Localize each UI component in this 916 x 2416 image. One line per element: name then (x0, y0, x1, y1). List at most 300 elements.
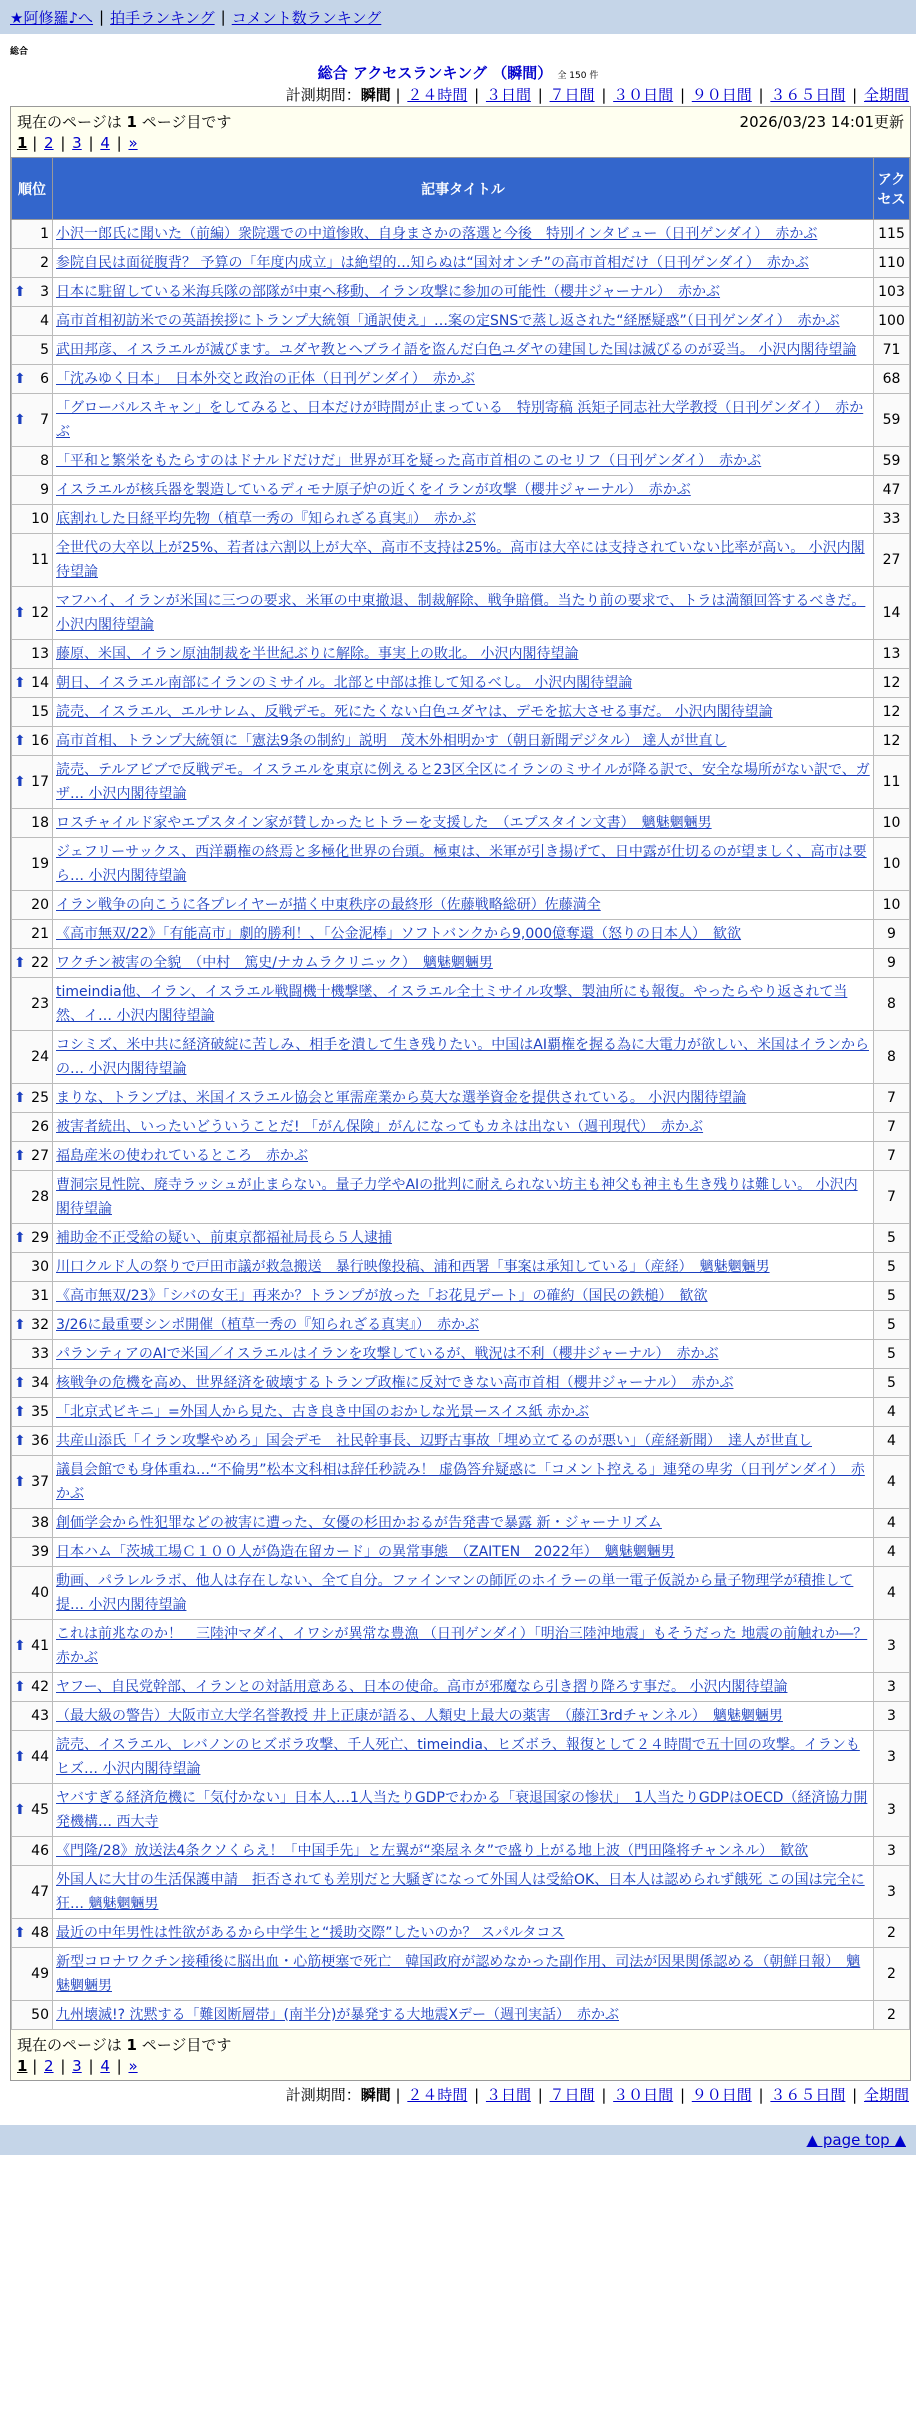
access-count: 3 (874, 1837, 910, 1866)
article-link[interactable]: 新型コロナワクチン接種後に脳出血・心筋梗塞で死亡 韓国政府が認めなかった副作用、司法が因果関係認める（朝鮮日報） 魑魅魍魎男 (56, 1954, 861, 1994)
period-label-bottom: 計測期間： (285, 2086, 361, 2104)
period-link-6[interactable]: 全期間 (863, 86, 909, 104)
rank-up-icon: ⬆ (14, 955, 26, 971)
rank-cell (12, 336, 53, 365)
article-link[interactable]: 「グローバルスキャン」をしてみると、日本だけが時間が止まっている 特別寄稿 浜矩子同志社大学教授（日刊ゲンダイ） 赤かぶ (56, 400, 864, 440)
rank-number: 40 (31, 1585, 49, 1601)
access-count: 8 (874, 1031, 910, 1084)
title-cell (53, 1398, 874, 1427)
table-row (12, 1919, 910, 1948)
nav-separator: | (99, 8, 105, 26)
rank-header: 順位 (12, 158, 53, 220)
rank-cell (12, 1224, 53, 1253)
rank-number: 27 (31, 1148, 49, 1164)
article-link[interactable]: 藤原、米国、イラン原油制裁を半世紀ぶりに解除。事実上の敗北。 小沢内閣待望論 (56, 646, 579, 662)
period-current-bottom: 瞬間 (360, 2086, 391, 2104)
access-count: 13 (874, 640, 910, 669)
article-link[interactable]: 福島産米の使われているところ 赤かぶ (56, 1148, 308, 1164)
title-cell (53, 447, 874, 476)
title-cell (53, 1282, 874, 1311)
article-link[interactable]: 議員会館でも身体重ね…“不倫男”松本文科相は辞任秒読み！ 虚偽答弁疑惑に「コメント控える」連発の卑劣（日刊ゲンダイ） 赤かぶ (56, 1462, 865, 1502)
page-title (0, 62, 916, 84)
nav-link-1[interactable]: 拍手ランキング (110, 8, 215, 27)
rank-number: 17 (31, 774, 49, 790)
article-link[interactable]: ワクチン被害の全貌 （中村 篤史/ナカムラクリニック） 魑魅魍魎男 (56, 955, 493, 971)
title-cell (53, 1509, 874, 1538)
title-cell (53, 278, 874, 307)
article-link[interactable]: 底割れした日経平均先物（植草一秀の『知られざる真実』） 赤かぶ (56, 511, 476, 527)
rank-cell (12, 1311, 53, 1340)
rank-number: 36 (31, 1433, 49, 1449)
rank-number: 30 (31, 1259, 49, 1275)
rank-number: 18 (31, 815, 49, 831)
article-link[interactable]: コシミズ、米中共に経済破綻に苦しみ、相手を潰して生き残りたい。中国はAI覇権を握る為に大電力が欲しい、米国はイランからの… 小沢内閣待望論 (56, 1037, 869, 1077)
table-row (12, 1731, 910, 1784)
access-count: 10 (874, 809, 910, 838)
rank-number: 20 (31, 897, 49, 913)
title-cell (53, 1113, 874, 1142)
rank-cell (12, 1673, 53, 1702)
rank-cell (12, 394, 53, 447)
table-row (12, 307, 910, 336)
article-link[interactable]: 核戦争の危機を高め、世界経済を破壊するトランプ政権に反対できない高市首相（櫻井ジャーナル） 赤かぶ (56, 1375, 734, 1391)
rank-cell (12, 949, 53, 978)
rank-cell (12, 1427, 53, 1456)
rank-cell (12, 249, 53, 278)
article-link[interactable]: ヤバすぎる経済危機に「気付かない」日本人…1人当たりGDPでわかる「衰退国家の惨状」 1人当たりGDPはOECD（経済協力開発機構… 西大寺 (56, 1790, 868, 1830)
table-row (12, 336, 910, 365)
table-row (12, 1113, 910, 1142)
access-count: 5 (874, 1224, 910, 1253)
title-cell (53, 1620, 874, 1673)
title-cell (53, 1224, 874, 1253)
rank-up-icon: ⬆ (14, 1148, 26, 1164)
rank-number: 33 (31, 1346, 49, 1362)
pager-link-1-bottom[interactable]: 3 (72, 2057, 82, 2075)
rank-number: 22 (31, 955, 49, 971)
access-count: 2 (874, 1948, 910, 2001)
access-count: 71 (874, 336, 910, 365)
title-cell (53, 809, 874, 838)
table-row (12, 1224, 910, 1253)
period-link-4[interactable]: ９０日間 (691, 86, 752, 104)
table-row (12, 534, 910, 587)
article-link[interactable]: ロスチャイルド家やエプスタイン家が賛しかったヒトラーを支援した （エプスタイン文書） 魑魅魍魎男 (56, 815, 712, 831)
rank-cell (12, 1866, 53, 1919)
article-link[interactable]: 《高市無双/23》「シバの女王」再来か？トランプが放った「お花見デート」の確約（国民の鉄槌） 歓欲 (56, 1288, 708, 1304)
rank-number: 1 (40, 226, 49, 242)
table-row (12, 1948, 910, 2001)
total-count: 全 150 件 (557, 71, 599, 81)
ranking-title: 総合 アクセスランキング （瞬間） (317, 64, 553, 82)
access-count: 10 (874, 838, 910, 891)
title-cell (53, 1311, 874, 1340)
period-selector: 計測期間：瞬間 | ２４時間 | ３日間 | ７日間 | ３０日間 | ９０日間 | ３６５日間 | 全期間 (285, 86, 909, 104)
rank-number: 14 (31, 675, 49, 691)
access-count: 3 (874, 1673, 910, 1702)
access-count: 7 (874, 1142, 910, 1171)
period-link-3-bottom[interactable]: ３０日間 (613, 2086, 674, 2104)
table-row (12, 669, 910, 698)
period-link-2-bottom[interactable]: ７日間 (549, 2086, 595, 2104)
title-cell (53, 1567, 874, 1620)
article-link[interactable]: 朝日、イスラエル南部にイランのミサイル。北部と中部は推して知るべし。 小沢内閣待望論 (56, 675, 633, 691)
period-link-0-bottom[interactable]: ２４時間 (407, 2086, 468, 2104)
pager-link-2-bottom[interactable]: 4 (100, 2057, 110, 2075)
period-link-3[interactable]: ３０日間 (613, 86, 674, 104)
rank-up-icon: ⬆ (14, 1802, 26, 1818)
title-cell (53, 891, 874, 920)
table-row (12, 278, 910, 307)
article-link[interactable]: 武田邦彦、イスラエルが滅びます。ユダヤ教とヘブライ語を盗んだ白色ユダヤの建国した国は滅びるのが妥当。 小沢内閣待望論 (56, 342, 857, 358)
category-label: 総合 (10, 47, 29, 57)
period-link-1-bottom[interactable]: ３日間 (485, 2086, 531, 2104)
rank-up-icon: ⬆ (14, 733, 26, 749)
table-row (12, 1456, 910, 1509)
access-count: 5 (874, 1369, 910, 1398)
rank-number: 50 (31, 2007, 49, 2023)
period-link-6-bottom[interactable]: 全期間 (863, 2086, 909, 2104)
article-link[interactable]: 《高市無双/22》「有能高市」劇的勝利！、「公金泥棒」ソフトバンクから9,000億奪還（怒りの日本人） 歓欲 (56, 926, 742, 942)
pager-link-0-bottom[interactable]: 2 (44, 2057, 54, 2075)
article-link[interactable]: パランティアのAIで米国／イスラエルはイランを攻撃しているが、戦況は不利（櫻井ジャーナル） 赤かぶ (56, 1346, 719, 1362)
article-link[interactable]: 小沢一郎氏に聞いた（前編）衆院選での中道惨敗、自身まさかの落選と今後 特別インタビュー（日刊ゲンダイ） 赤かぶ (56, 226, 818, 242)
table-row (12, 476, 910, 505)
page-top-link[interactable]: ▲ page top ▲ (806, 2131, 906, 2149)
table-row (12, 1282, 910, 1311)
table-row (12, 809, 910, 838)
top-nav-bar (0, 0, 916, 34)
rank-number: 2 (40, 255, 49, 271)
rank-number: 41 (31, 1638, 49, 1654)
article-link[interactable]: 3/26に最重要シンポ開催（植草一秀の『知られざる真実』） 赤かぶ (56, 1317, 480, 1333)
article-link[interactable]: ジェフリーサックス、西洋覇権の終焉と多極化世界の台頭。極東は、米軍が引き揚げて、日中露が仕切るのが望ましく、高市は要ら… 小沢内閣待望論 (56, 844, 867, 884)
rank-up-icon: ⬆ (14, 1433, 26, 1449)
article-link[interactable]: 川口クルド人の祭りで戸田市議が救急搬送 暴行映像投稿、浦和西署「事案は承知している」（産経） 魑魅魍魎男 (56, 1259, 770, 1275)
rank-cell (12, 698, 53, 727)
rank-cell (12, 278, 53, 307)
rank-cell (12, 669, 53, 698)
title-cell (53, 669, 874, 698)
title-cell (53, 534, 874, 587)
access-count: 59 (874, 394, 910, 447)
table-row (12, 1784, 910, 1837)
rank-up-icon: ⬆ (14, 605, 26, 621)
article-link[interactable]: 読売、イスラエル、エルサレム、反戦デモ。死にたくない白色ユダヤは、デモを拡大させる事だ。 小沢内閣待望論 (56, 704, 773, 720)
current-page-text: 現在のページは 1 ページ目です (17, 113, 232, 131)
pagination-bottom: 1 | 2 | 3 | 4 | » (17, 2057, 138, 2075)
title-cell (53, 978, 874, 1031)
rank-cell (12, 365, 53, 394)
rank-cell (12, 1538, 53, 1567)
article-link[interactable]: 日本ハム「茨城工場Ｃ１００人が偽造在留カード」の異常事態 （ZAITEN 2022年） 魑魅魍魎男 (56, 1544, 675, 1560)
access-count: 4 (874, 1427, 910, 1456)
rank-up-icon: ⬆ (14, 675, 26, 691)
table-row (12, 1340, 910, 1369)
pagination: 1 | 2 | 3 | 4 | » (17, 134, 138, 152)
table-row (12, 365, 910, 394)
rank-number: 34 (31, 1375, 49, 1391)
pager-link-2[interactable]: 4 (100, 134, 110, 152)
article-link[interactable]: 高市首相、トランプ大統領に「憲法9条の制約」説明 茂木外相明かす（朝日新聞デジタル） 達人が世直し (56, 733, 727, 749)
table-row (12, 1866, 910, 1919)
article-link[interactable]: 補助金不正受給の疑い、前東京都福祉局長ら５人逮捕 (56, 1230, 392, 1246)
nav-link-2[interactable]: コメント数ランキング (231, 8, 382, 27)
rank-cell (12, 727, 53, 756)
access-count: 8 (874, 978, 910, 1031)
article-link[interactable]: 読売、テルアビブで反戦デモ。イスラエルを東京に例えると23区全区にイランのミサイルが降る訳で、安全な場所がない訳で、ガザ… 小沢内閣待望論 (56, 762, 870, 802)
rank-cell (12, 447, 53, 476)
access-count: 47 (874, 476, 910, 505)
article-link[interactable]: イスラエルが核兵器を製造しているディモナ原子炉の近くをイランが攻撃（櫻井ジャーナル） 赤かぶ (56, 482, 691, 498)
access-count: 5 (874, 1282, 910, 1311)
rank-number: 6 (40, 371, 49, 387)
access-count: 100 (874, 307, 910, 336)
article-link[interactable]: 創価学会から性犯罪などの被害に遭った、女優の杉田かおるが告発書で暴露 新・ジャーナリズム (56, 1515, 662, 1531)
article-link[interactable]: 曹洞宗見性院、廃寺ラッシュが止まらない。量子力学やAIの批判に耐えられない坊主も神父も神主も生き残りは難しい。 小沢内閣待望論 (56, 1177, 858, 1217)
access-count: 3 (874, 1866, 910, 1919)
table-row (12, 640, 910, 669)
access-count: 12 (874, 669, 910, 698)
table-row (12, 1673, 910, 1702)
rank-cell (12, 1084, 53, 1113)
article-link[interactable]: マフハイ、イランが米国に三つの要求、米軍の中東撤退、制裁解除、戦争賠償。当たり前の要求で、トラは満額回答するべきだ。 小沢内閣待望論 (56, 593, 866, 633)
rank-cell (12, 534, 53, 587)
title-cell (53, 1731, 874, 1784)
rank-cell (12, 307, 53, 336)
rank-cell (12, 1509, 53, 1538)
rank-number: 47 (31, 1884, 49, 1900)
title-cell (53, 307, 874, 336)
table-row (12, 1398, 910, 1427)
access-count: 12 (874, 698, 910, 727)
rank-number: 32 (31, 1317, 49, 1333)
rank-up-icon: ⬆ (14, 1317, 26, 1333)
rank-up-icon: ⬆ (14, 1090, 26, 1106)
rank-up-icon: ⬆ (14, 1638, 26, 1654)
access-count: 68 (874, 365, 910, 394)
table-row (12, 949, 910, 978)
rank-cell (12, 640, 53, 669)
period-link-4-bottom[interactable]: ９０日間 (691, 2086, 752, 2104)
table-row (12, 838, 910, 891)
table-row (12, 1538, 910, 1567)
access-count: 7 (874, 1084, 910, 1113)
rank-up-icon: ⬆ (14, 1375, 26, 1391)
article-link[interactable]: 全世代の大卒以上が25%、若者は六割以上が大卒、高市不支持は25%。高市は大卒には支持されていない比率が高い。 小沢内閣待望論 (56, 540, 865, 580)
nav-link-0[interactable]: ★阿修羅♪へ (10, 8, 94, 27)
rank-up-icon: ⬆ (14, 1749, 26, 1765)
table-row (12, 505, 910, 534)
article-link[interactable]: イラン戦争の向こうに各プレイヤーが描く中東秩序の最終形（佐藤戦略総研）佐藤満全 (56, 897, 601, 913)
rank-number: 26 (31, 1119, 49, 1135)
title-cell (53, 587, 874, 640)
title-cell (53, 1456, 874, 1509)
rank-cell (12, 1340, 53, 1369)
period-link-5[interactable]: ３６５日間 (770, 86, 846, 104)
rank-number: 29 (31, 1230, 49, 1246)
rank-cell (12, 1784, 53, 1837)
rank-cell (12, 476, 53, 505)
rank-number: 38 (31, 1515, 49, 1531)
article-link[interactable]: 読売、イスラエル、レバノンのヒズボラ攻撃、千人死亡、timeindia、ヒズボラ、報復として２４時間で五十回の攻撃。イランもヒズ… 小沢内閣待望論 (56, 1737, 860, 1777)
access-count: 11 (874, 756, 910, 809)
access-count: 7 (874, 1113, 910, 1142)
article-link[interactable]: 最近の中年男性は性欲があるから中学生と“援助交際”したいのか？ スパルタコス (56, 1925, 565, 1941)
table-row (12, 220, 910, 249)
article-link[interactable]: 動画、パラレルラボ、他人は存在しない、全て自分。ファインマンの師匠のホイラーの単一電子仮説から量子物理学が積推して提… 小沢内閣待望論 (56, 1573, 854, 1613)
title-cell (53, 640, 874, 669)
rank-cell (12, 1919, 53, 1948)
pager-current: 1 (17, 134, 28, 152)
article-link[interactable]: 参院自民は面従腹背？ 予算の「年度内成立」は絶望的…知らぬは“国対オンチ”の高市首相だけ（日刊ゲンダイ） 赤かぶ (56, 255, 809, 271)
period-link-5-bottom[interactable]: ３６５日間 (770, 2086, 846, 2104)
rank-number: 16 (31, 733, 49, 749)
rank-number: 43 (31, 1708, 49, 1724)
rank-cell (12, 505, 53, 534)
pager-link-0[interactable]: 2 (44, 134, 54, 152)
rank-cell (12, 587, 53, 640)
table-row (12, 1702, 910, 1731)
access-count: 2 (874, 2001, 910, 2030)
title-cell (53, 1948, 874, 2001)
title-cell (53, 476, 874, 505)
article-link[interactable]: 高市首相初訪米での英語挨拶にトランプ大統領「通訳使え」…案の定SNSで蒸し返された“経歴疑惑”（日刊ゲンダイ） 赤かぶ (56, 313, 840, 329)
period-selector-bottom: 計測期間：瞬間 | ２４時間 | ３日間 | ７日間 | ３０日間 | ９０日間 | ３６５日間 | 全期間 (285, 2086, 909, 2104)
rank-cell (12, 1171, 53, 1224)
table-row (12, 1837, 910, 1866)
table-row (12, 1509, 910, 1538)
article-link[interactable]: 九州壊滅!? 沈黙する「難図断層帯」(南半分)が暴発する大地震Xデー（週刊実話） 赤かぶ (56, 2007, 620, 2023)
rank-cell (12, 1456, 53, 1509)
rank-number: 10 (31, 511, 49, 527)
rank-number: 11 (31, 552, 49, 568)
rank-up-icon: ⬆ (14, 1404, 26, 1420)
access-count: 14 (874, 587, 910, 640)
rank-cell (12, 891, 53, 920)
title-cell (53, 336, 874, 365)
article-link[interactable]: 外国人に大甘の生活保護申請 拒否されても差別だと大騒ぎになって外国人は受給OK、日本人は認められず餓死 この国は完全に狂… 魑魅魍魎男 (56, 1872, 865, 1912)
access-count: 110 (874, 249, 910, 278)
rank-cell (12, 978, 53, 1031)
table-row (12, 920, 910, 949)
period-link-2[interactable]: ７日間 (549, 86, 595, 104)
access-count: 12 (874, 727, 910, 756)
rank-number: 37 (31, 1474, 49, 1490)
rank-cell (12, 1142, 53, 1171)
rank-number: 39 (31, 1544, 49, 1560)
title-cell (53, 1031, 874, 1084)
ranking-container (10, 106, 911, 2081)
rank-number: 46 (31, 1843, 49, 1859)
article-link[interactable]: 被害者続出、いったいどういうことだ! 「がん保険」がんになってもカネは出ない（週刊現代） 赤かぶ (56, 1119, 704, 1135)
article-link[interactable]: 「平和と繁栄をもたらすのはドナルドだけだ」世界が耳を疑った高市首相のこのセリフ（日刊ゲンダイ） 赤かぶ (56, 453, 762, 469)
article-link[interactable]: ヤフー、自民党幹部、イランとの対話用意ある、日本の使命。高市が邪魔なら引き摺り降ろす事だ。 小沢内閣待望論 (56, 1679, 788, 1695)
title-cell (53, 365, 874, 394)
nav-separator: | (220, 8, 226, 26)
rank-cell (12, 1948, 53, 2001)
article-link[interactable]: まりな、トランプは、米国イスラエル協会と軍需産業から莫大な選挙資金を提供されている。 小沢内閣待望論 (56, 1090, 747, 1106)
rank-number: 9 (40, 482, 49, 498)
title-cell (53, 1837, 874, 1866)
article-link[interactable]: 日本に駐留している米海兵隊の部隊が中東へ移動、イラン攻撃に参加の可能性（櫻井ジャーナル） 赤かぶ (56, 284, 721, 300)
access-count: 5 (874, 1253, 910, 1282)
title-cell (53, 1253, 874, 1282)
period-label: 計測期間： (285, 86, 361, 104)
period-link-0[interactable]: ２４時間 (407, 86, 468, 104)
rank-cell (12, 1567, 53, 1620)
access-count: 4 (874, 1567, 910, 1620)
pager-link-3-bottom[interactable]: » (128, 2057, 138, 2075)
title-cell (53, 1702, 874, 1731)
access-count: 10 (874, 891, 910, 920)
access-count: 2 (874, 1919, 910, 1948)
title-cell (53, 920, 874, 949)
article-link[interactable]: 「北京式ビキニ」=外国人から見た、古き良き中国のおかしな光景ースイス紙 赤かぶ (56, 1404, 590, 1420)
access-count: 59 (874, 447, 910, 476)
table-row (12, 1369, 910, 1398)
article-link[interactable]: 「沈みゆく日本」 日本外交と政治の正体（日刊ゲンダイ） 赤かぶ (56, 371, 475, 387)
rank-cell (12, 809, 53, 838)
period-link-1[interactable]: ３日間 (485, 86, 531, 104)
rank-cell (12, 1702, 53, 1731)
current-page-text-bottom: 現在のページは 1 ページ目です (17, 2036, 232, 2054)
access-count: 3 (874, 1702, 910, 1731)
article-link[interactable]: 共産山添氏「イラン攻撃やめろ」国会デモ 社民幹事長、辺野古事故「埋め立てるのが悪い」（産経新聞） 達人が世直し (56, 1433, 812, 1449)
pager-link-1[interactable]: 3 (72, 134, 82, 152)
article-link[interactable]: timeindia他、イラン、イスラエル戦闘機十機撃墜、イスラエル全土ミサイル攻撃、製油所にも報復。やったらやり返されて当然、イ… 小沢内閣待望論 (56, 984, 848, 1024)
rank-cell (12, 1837, 53, 1866)
rank-number: 13 (31, 646, 49, 662)
pager-link-3[interactable]: » (128, 134, 138, 152)
rank-cell (12, 756, 53, 809)
rank-up-icon: ⬆ (14, 284, 26, 300)
article-link[interactable]: 《門隆/28》放送法4条クソくらえ！「中国手先」と左翼が“楽屋ネタ”で盛り上がる地上波（門田隆将チャンネル） 歓欲 (56, 1843, 809, 1859)
period-current: 瞬間 (360, 86, 391, 104)
access-count: 3 (874, 1784, 910, 1837)
title-cell (53, 698, 874, 727)
rank-up-icon: ⬆ (14, 1679, 26, 1695)
rank-cell (12, 838, 53, 891)
article-link[interactable]: これは前兆なのか！ 三陸沖マダイ、イワシが異常な豊漁 （日刊ゲンダイ）「明治三陸沖地震」もそうだった 地震の前触れか―？ 赤かぶ (56, 1626, 868, 1666)
title-cell (53, 249, 874, 278)
access-count: 115 (874, 220, 910, 249)
rank-cell (12, 1398, 53, 1427)
table-row (12, 1084, 910, 1113)
table-row (12, 394, 910, 447)
rank-number: 35 (31, 1404, 49, 1420)
table-row (12, 1171, 910, 1224)
table-row (12, 1620, 910, 1673)
access-count: 33 (874, 505, 910, 534)
title-cell (53, 1919, 874, 1948)
title-cell (53, 1340, 874, 1369)
access-header: アクセス (874, 158, 910, 220)
table-row (12, 756, 910, 809)
rank-number: 3 (40, 284, 49, 300)
access-count: 4 (874, 1398, 910, 1427)
article-link[interactable]: （最大級の警告）大阪市立大学名誉教授 井上正康が語る、人類史上最大の薬害 （藤江3rdチャンネル） 魑魅魍魎男 (56, 1708, 783, 1724)
rank-cell (12, 1031, 53, 1084)
rank-cell (12, 1620, 53, 1673)
rank-cell (12, 1282, 53, 1311)
rank-up-icon: ⬆ (14, 1925, 26, 1941)
rank-cell (12, 1369, 53, 1398)
table-row (12, 1142, 910, 1171)
title-cell (53, 220, 874, 249)
table-row (12, 1311, 910, 1340)
page-info-bottom (11, 2030, 910, 2080)
